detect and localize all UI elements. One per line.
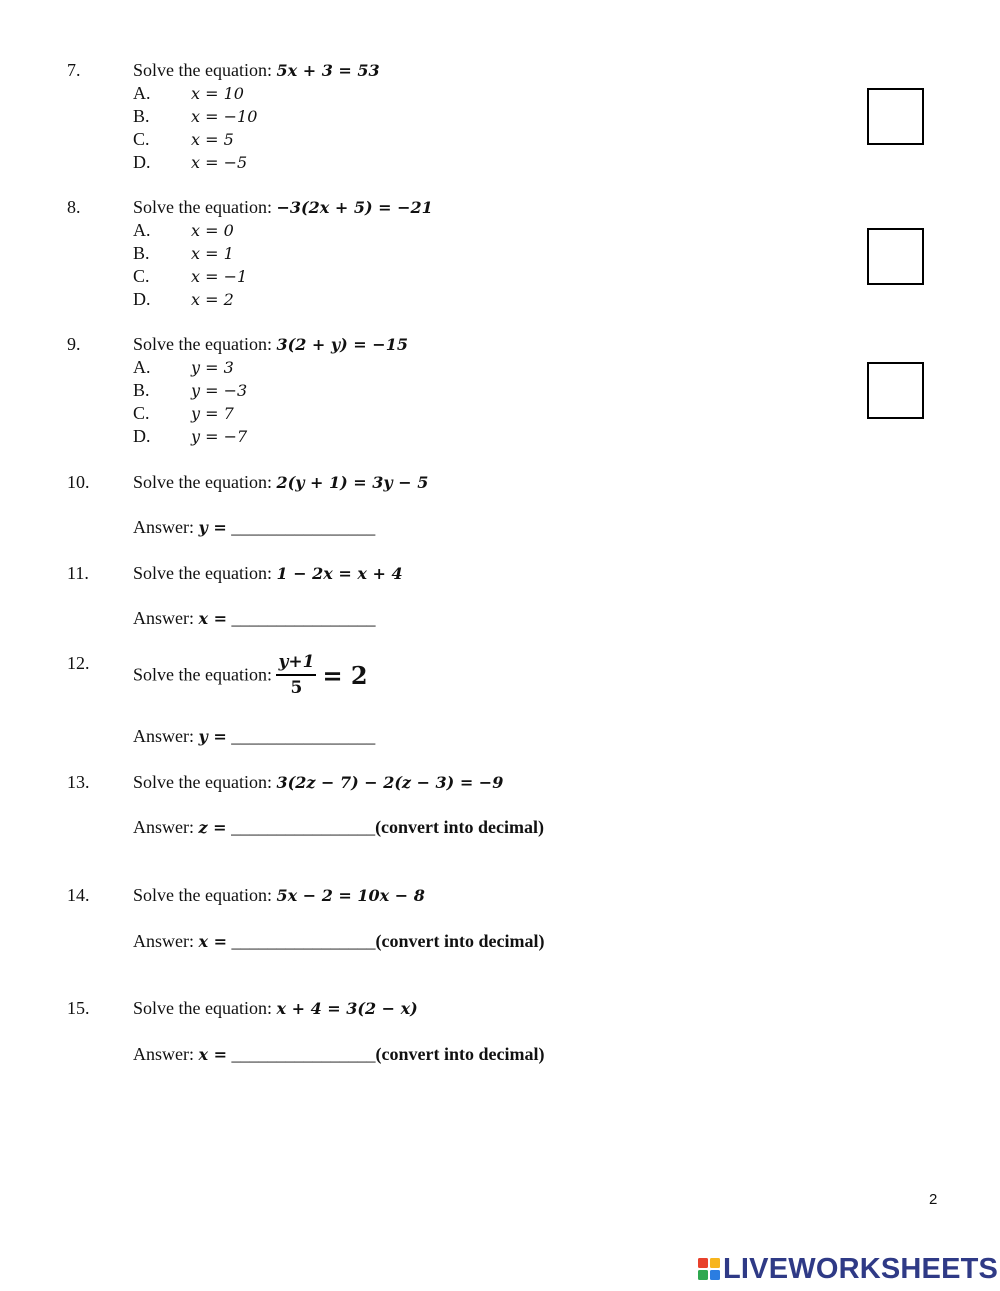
- question-15-equation: x + 4 = 3(2 − x): [276, 999, 418, 1018]
- option-value: y = −7: [191, 427, 248, 446]
- question-7-stem: [133, 60, 380, 81]
- liveworksheets-logo-icon: [698, 1258, 720, 1280]
- question-8-number: 8.: [67, 197, 81, 217]
- question-15-prefix: Solve the equation:: [133, 998, 277, 1018]
- question-10-prefix: Solve the equation:: [133, 472, 277, 492]
- option-value: y = −3: [191, 381, 248, 400]
- option-letter: B.: [133, 106, 150, 126]
- question-12-stem: [133, 652, 368, 698]
- fraction-rhs: = 2: [322, 660, 368, 690]
- question-12-answer: [133, 726, 375, 747]
- question-9-answer-box[interactable]: [867, 362, 924, 419]
- question-13-answer: [133, 817, 544, 838]
- answer-variable: x =: [198, 932, 228, 951]
- option-letter: D.: [133, 426, 151, 446]
- option-value: y = 7: [191, 404, 234, 423]
- question-10-answer: [133, 517, 375, 538]
- option-letter: B.: [133, 243, 150, 263]
- option-letter: D.: [133, 289, 151, 309]
- answer-note: (convert into decimal): [375, 1044, 545, 1064]
- option-value: x = −10: [191, 107, 258, 126]
- question-7-answer-box[interactable]: [867, 88, 924, 145]
- option-value: x = 2: [191, 290, 234, 309]
- answer-note: (convert into decimal): [375, 817, 545, 837]
- option-value: y = 3: [191, 358, 234, 377]
- fraction-numerator: y+1: [276, 652, 316, 676]
- question-8-option-a: [133, 220, 234, 241]
- question-8-prefix: Solve the equation:: [133, 197, 277, 217]
- question-14-answer: [133, 931, 544, 952]
- question-7-equation: 5x + 3 = 53: [276, 61, 380, 80]
- option-value: x = −5: [191, 153, 248, 172]
- question-9-equation: 3(2 + y) = −15: [276, 335, 408, 354]
- answer-label: Answer:: [133, 931, 199, 951]
- question-9-prefix: Solve the equation:: [133, 334, 277, 354]
- question-13-prefix: Solve the equation:: [133, 772, 277, 792]
- question-12-number: 12.: [67, 653, 90, 673]
- question-9-option-b: [133, 380, 247, 401]
- question-13-equation: 3(2z − 7) − 2(z − 3) = −9: [276, 773, 504, 792]
- question-14-equation: 5x − 2 = 10x − 8: [276, 886, 425, 905]
- question-15-answer: [133, 1044, 544, 1065]
- option-letter: A.: [133, 357, 151, 377]
- question-15-number: 15.: [67, 998, 90, 1018]
- option-letter: C.: [133, 266, 150, 286]
- option-value: x = 5: [191, 130, 234, 149]
- question-9-option-c: [133, 403, 234, 424]
- answer-variable: y =: [198, 727, 227, 746]
- question-13-stem: [133, 772, 503, 793]
- liveworksheets-logo-text: LIVEWORKSHEETS: [723, 1253, 999, 1285]
- answer-blank[interactable]: ________________: [231, 608, 376, 628]
- answer-blank[interactable]: ________________: [231, 931, 376, 951]
- question-12-fraction: [276, 652, 316, 698]
- question-13-number: 13.: [67, 772, 90, 792]
- question-9-stem: [133, 334, 408, 355]
- question-10-equation: 2(y + 1) = 3y − 5: [276, 473, 429, 492]
- question-14-stem: [133, 885, 425, 906]
- question-15-stem: [133, 998, 418, 1019]
- option-value: x = 0: [191, 221, 234, 240]
- question-9-option-d: [133, 426, 247, 447]
- question-14-number: 14.: [67, 885, 90, 905]
- answer-blank[interactable]: ________________: [231, 1044, 376, 1064]
- answer-variable: z =: [198, 818, 227, 837]
- question-14-prefix: Solve the equation:: [133, 885, 277, 905]
- option-value: x = 1: [191, 244, 234, 263]
- answer-blank[interactable]: ________________: [231, 817, 376, 837]
- question-11-prefix: Solve the equation:: [133, 563, 277, 583]
- answer-label: Answer:: [133, 517, 199, 537]
- question-7-option-c: [133, 129, 234, 150]
- answer-label: Answer:: [133, 608, 199, 628]
- answer-blank[interactable]: ________________: [231, 517, 376, 537]
- page-number: 2: [929, 1191, 938, 1208]
- answer-variable: y =: [198, 518, 227, 537]
- question-8-answer-box[interactable]: [867, 228, 924, 285]
- liveworksheets-logo: [698, 1253, 998, 1286]
- question-9-option-a: [133, 357, 234, 378]
- answer-label: Answer:: [133, 1044, 199, 1064]
- answer-variable: x =: [198, 609, 228, 628]
- question-8-option-b: [133, 243, 234, 264]
- option-letter: C.: [133, 129, 150, 149]
- question-10-number: 10.: [67, 472, 90, 492]
- question-11-equation: 1 − 2x = x + 4: [276, 564, 403, 583]
- question-11-number: 11.: [67, 563, 89, 583]
- question-8-stem: [133, 197, 433, 218]
- question-9-number: 9.: [67, 334, 81, 354]
- question-8-equation: −3(2x + 5) = −21: [276, 198, 433, 217]
- answer-label: Answer:: [133, 726, 199, 746]
- question-7-option-a: [133, 83, 244, 104]
- question-12-prefix: Solve the equation:: [133, 664, 277, 685]
- option-letter: A.: [133, 220, 151, 240]
- option-letter: B.: [133, 380, 150, 400]
- question-11-stem: [133, 563, 403, 584]
- question-7-option-b: [133, 106, 257, 127]
- question-8-option-c: [133, 266, 247, 287]
- question-10-stem: [133, 472, 428, 493]
- answer-blank[interactable]: ________________: [231, 726, 376, 746]
- question-7-number: 7.: [67, 60, 81, 80]
- question-11-answer: [133, 608, 376, 629]
- fraction-denominator: 5: [290, 678, 303, 698]
- answer-variable: x =: [198, 1045, 228, 1064]
- option-letter: A.: [133, 83, 151, 103]
- option-value: x = −1: [191, 267, 248, 286]
- question-7-prefix: Solve the equation:: [133, 60, 277, 80]
- answer-note: (convert into decimal): [375, 931, 545, 951]
- option-letter: D.: [133, 152, 151, 172]
- answer-label: Answer:: [133, 817, 199, 837]
- option-value: x = 10: [191, 84, 244, 103]
- option-letter: C.: [133, 403, 150, 423]
- question-8-option-d: [133, 289, 234, 310]
- question-7-option-d: [133, 152, 247, 173]
